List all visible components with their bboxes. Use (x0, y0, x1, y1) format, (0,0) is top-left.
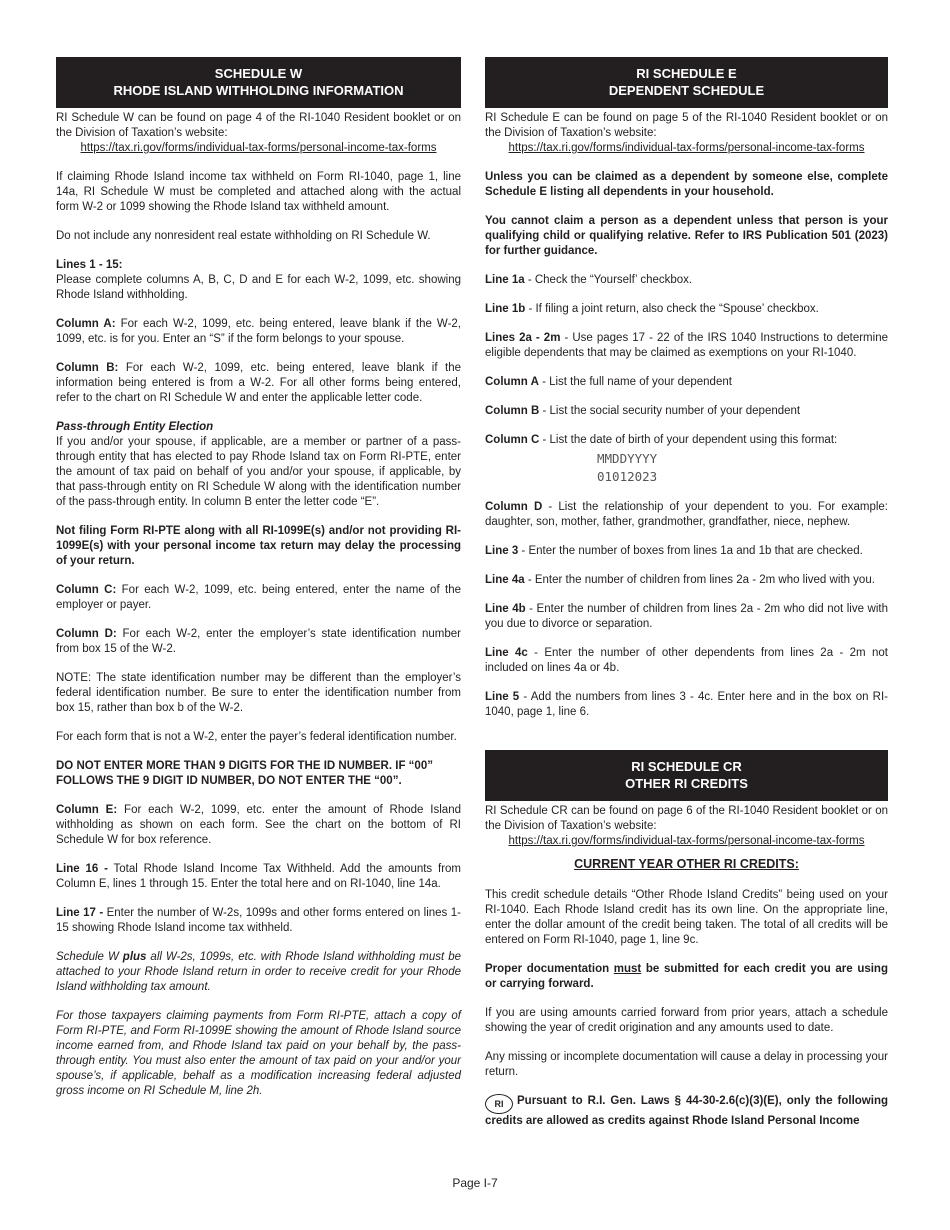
column-e-text: For each W-2, 1099, etc. enter the amount of Rhode Island withholding as shown on each form. See the chart on the bottom of RI Schedule W for box reference. (56, 804, 461, 846)
lines-1-15-label: Lines 1 - 15: (56, 259, 123, 271)
line-4c-text: - Enter the number of other dependents from lines 2a - 2m not included on lines 4a or 4b. (485, 647, 888, 674)
line-4a-block (485, 573, 888, 588)
line-4c-label: Line 4c (485, 647, 528, 659)
line-16-block (56, 862, 461, 892)
dep-column-c-text: - List the date of birth of your dependent using this format: (539, 434, 838, 446)
schedule-w-title: SCHEDULE W (214, 66, 303, 81)
dep-column-b-text: - List the social security number of your dependent (539, 405, 801, 417)
column-c-label: Column C: (56, 584, 117, 596)
date-format-example (597, 450, 888, 486)
nonresident-text: Do not include any nonresident real estate withholding on RI Schedule W. (56, 230, 431, 242)
line-1a-label: Line 1a (485, 274, 525, 286)
line-3-block (485, 544, 888, 559)
line-5-text: - Add the numbers from lines 3 - 4c. Enter here and in the box on RI-1040, page 1, line 6. (485, 691, 889, 718)
line-4b-block (485, 602, 888, 632)
pursuant-text: Pursuant to R.I. Gen. Laws § 44-30-2.6(c)(3)(E), only the following credits are allowed as credits against Rhode Island Personal Income (485, 1095, 888, 1127)
right-column (485, 57, 888, 1143)
dep-column-d-text: - List the relationship of your dependent to you. For example: daughter, son, mother, father, grandmother, grandfather, niece, nephew. (485, 501, 888, 528)
line-1b-label: Line 1b (485, 303, 526, 315)
line-3-text: - Enter the number of boxes from lines 1a and 1b that are checked. (518, 545, 863, 557)
line-4a-text: - Enter the number of children from lines 2a - 2m who lived with you. (524, 574, 875, 586)
schedule-cr-link[interactable]: https://tax.ri.gov/forms/individual-tax-forms/personal-income-tax-forms (508, 835, 865, 847)
line-3-label: Line 3 (485, 545, 519, 557)
missing-docs-text: Any missing or incomplete documentation will cause a delay in processing your return. (485, 1051, 888, 1078)
lines-2a-2m-label: Lines 2a - 2m (485, 332, 561, 344)
line-1a-block (485, 273, 888, 288)
column-a-label: Column A: (56, 318, 116, 330)
attach-part-1: Schedule W (56, 951, 123, 963)
line-4b-text: - Enter the number of children from lines 2a - 2m who did not live with you due to divorce or separation. (485, 603, 888, 630)
schedule-e-link[interactable]: https://tax.ri.gov/forms/individual-tax-forms/personal-income-tax-forms (508, 142, 865, 154)
line-17-text: Enter the number of W-2s, 1099s and other forms entered on lines 1-15 showing Rhode Island income tax withheld. (56, 907, 461, 934)
column-b-text: For each W-2, 1099, etc. being entered, leave blank if the information being entered is from a W-2. For all other forms being entered, refer to the chart on RI Schedule W and enter the applicable letter code. (56, 362, 461, 404)
line-4c-block (485, 646, 888, 676)
dep-column-a-label: Column A (485, 376, 539, 388)
line-16-label: Line 16 - (56, 863, 108, 875)
line-4b-label: Line 4b (485, 603, 526, 615)
pte-election-title: Pass-through Entity Election (56, 421, 214, 433)
line-16-text: Total Rhode Island Income Tax Withheld. Add the amounts from Column E, lines 1 through 15. Enter the total here and on RI-1040, line 14a. (56, 863, 461, 890)
id-digits-warning: DO NOT ENTER MORE THAN 9 DIGITS FOR THE ID NUMBER. IF “00” FOLLOWS THE 9 DIGIT ID NUMBER, DO NOT ENTER THE “00”. (56, 760, 433, 787)
line-17-label: Line 17 - (56, 907, 104, 919)
schedule-e-subtitle: DEPENDENT SCHEDULE (608, 83, 765, 98)
schedule-w-intro: RI Schedule W can be found on page 4 of the RI-1040 Resident booklet or on the Division of Taxation’s website: (56, 112, 461, 139)
attach-part-2: plus (122, 951, 147, 963)
line-1b-text: - If filing a joint return, also check the “Spouse’ checkbox. (525, 303, 819, 315)
line-4a-label: Line 4a (485, 574, 525, 586)
schedule-e-title: RI SCHEDULE E (636, 66, 737, 81)
lines-1-15-text: Please complete columns A, B, C, D and E for each W-2, 1099, etc. showing Rhode Island withholding. (56, 274, 461, 301)
left-column (56, 57, 461, 1113)
carryforward-text: If you are using amounts carried forward from prior years, attach a schedule showing the year of credit origination and any amounts used to date. (485, 1007, 888, 1034)
date-example: 01012023 (597, 469, 658, 484)
lines-2a-2m-text: - Use pages 17 - 22 of the IRS 1040 Instructions to determine eligible dependents that may be claimed as exemptions on your RI-1040. (485, 332, 888, 359)
withholding-claim-text: If claiming Rhode Island income tax withheld on Form RI-1040, page 1, line 14a, RI Schedule W must be completed and attached along with the actual form W-2 or 1099 showing the Rhode Island tax withheld amount. (56, 171, 461, 213)
dep-column-c-label: Column C (485, 434, 540, 446)
schedule-cr-header (485, 750, 888, 801)
lines-2a-2m-block (485, 331, 888, 361)
schedule-e-header (485, 57, 888, 108)
doc-part-3: be submitted for each credit you are using or carrying forward. (485, 963, 888, 990)
column-d-label: Column D: (56, 628, 117, 640)
schedule-cr-title: RI SCHEDULE CR (631, 759, 742, 774)
schedule-w-subtitle: RHODE ISLAND WITHHOLDING INFORMATION (113, 83, 404, 98)
state-id-note: NOTE: The state identification number may be different than the employer’s federal identification number. Be sure to enter the identification number from box 15, rather than box b of the W-2. (56, 672, 461, 714)
doc-part-1: Proper documentation (485, 963, 614, 975)
column-b-label: Column B: (56, 362, 119, 374)
dep-column-b-label: Column B (485, 405, 540, 417)
schedule-w-header (56, 57, 461, 108)
attach-requirement (56, 950, 461, 995)
column-e-label: Column E: (56, 804, 118, 816)
column-c-block (56, 583, 461, 613)
qualifying-notice: You cannot claim a person as a dependent unless that person is your qualifying child or qualifying relative. Refer to IRS Publication 501 (2023) for further guidance. (485, 215, 888, 257)
pte-claim-text: For those taxpayers claiming payments from Form RI-PTE, attach a copy of Form RI-PTE, and Form RI-1099E showing the amount of Rhode Island source income earned from, and Rhode Island tax paid on your behalf by, the pass-through entity. You must also enter the amount of tax paid on your and/or your spouse’s, if applicable, behalf as a modification increasing federal adjusted gross income on RI Schedule M, line 2h. (56, 1010, 461, 1097)
current-year-credits-heading: CURRENT YEAR OTHER RI CREDITS: (574, 857, 799, 871)
lines-1-15-block (56, 258, 461, 303)
not-w2-text: For each form that is not a W-2, enter the payer’s federal identification number. (56, 731, 457, 743)
schedule-cr-subtitle: OTHER RI CREDITS (625, 776, 748, 791)
pte-election-text: If you and/or your spouse, if applicable, are a member or partner of a pass-through entity that has elected to pay Rhode Island tax on Form RI-PTE, enter the amount of tax paid on behalf of you and/or your spouse, if applicable, by that pass-through entity on RI Schedule W along with the identification number of the pass-through entity. In column B enter the letter code “E”. (56, 436, 461, 508)
dep-column-d-label: Column D (485, 501, 543, 513)
schedule-e-intro: RI Schedule E can be found on page 5 of the RI-1040 Resident booklet or on the Division of Taxation’s website: (485, 112, 888, 139)
pte-warning: Not filing Form RI-PTE along with all RI-1099E(s) and/or not providing RI-1099E(s) with your personal income tax return may delay the processing of your return. (56, 525, 461, 567)
line-1a-text: - Check the “Yourself’ checkbox. (524, 274, 693, 286)
column-c-text: For each W-2, 1099, etc. being entered, enter the name of the employer or payer. (56, 584, 461, 611)
dep-column-a-block (485, 375, 888, 390)
column-d-text: For each W-2, enter the employer’s state identification number from box 15 of the W-2. (56, 628, 461, 655)
dep-column-a-text: - List the full name of your dependent (538, 376, 732, 388)
dependent-claim-notice: Unless you can be claimed as a dependent by someone else, complete Schedule E listing all dependents in your household. (485, 171, 888, 198)
pursuant-notice (485, 1094, 888, 1129)
dep-column-b-block (485, 404, 888, 419)
dep-column-d-block (485, 500, 888, 530)
schedule-cr-intro: RI Schedule CR can be found on page 6 of the RI-1040 Resident booklet or on the Division of Taxation’s website: (485, 805, 888, 832)
line-5-label: Line 5 (485, 691, 520, 703)
pte-election-block (56, 420, 461, 510)
column-d-block (56, 627, 461, 657)
documentation-notice (485, 962, 888, 992)
dep-column-c-block (485, 433, 888, 448)
column-b-block (56, 361, 461, 406)
column-a-block (56, 317, 461, 347)
line-17-block (56, 906, 461, 936)
ri-seal-icon: RI (485, 1094, 513, 1114)
line-1b-block (485, 302, 888, 317)
attach-part-3: all W-2s, 1099s, etc. with Rhode Island withholding must be attached to your Rhode Island return in order to receive credit for your Rhode Island withholding tax amount. (56, 951, 461, 993)
line-5-block (485, 690, 888, 720)
credit-schedule-text: This credit schedule details “Other Rhode Island Credits” being used on your RI-1040. Each Rhode Island credit has its own line. On the appropriate line, enter the dollar amount of the credit being taken. The total of all credits will be entered on Form RI-1040, page 1, line 9c. (485, 889, 888, 946)
column-a-text: For each W-2, 1099, etc. being entered, leave blank if the W-2, 1099, etc. is for you. Enter an “S” if the form belongs to your spouse. (56, 318, 461, 345)
column-e-block (56, 803, 461, 848)
doc-part-2: must (613, 963, 642, 975)
date-format: MMDDYYYY (597, 451, 658, 466)
schedule-w-link[interactable]: https://tax.ri.gov/forms/individual-tax-forms/personal-income-tax-forms (80, 142, 437, 154)
page-number: Page I-7 (452, 1176, 498, 1190)
